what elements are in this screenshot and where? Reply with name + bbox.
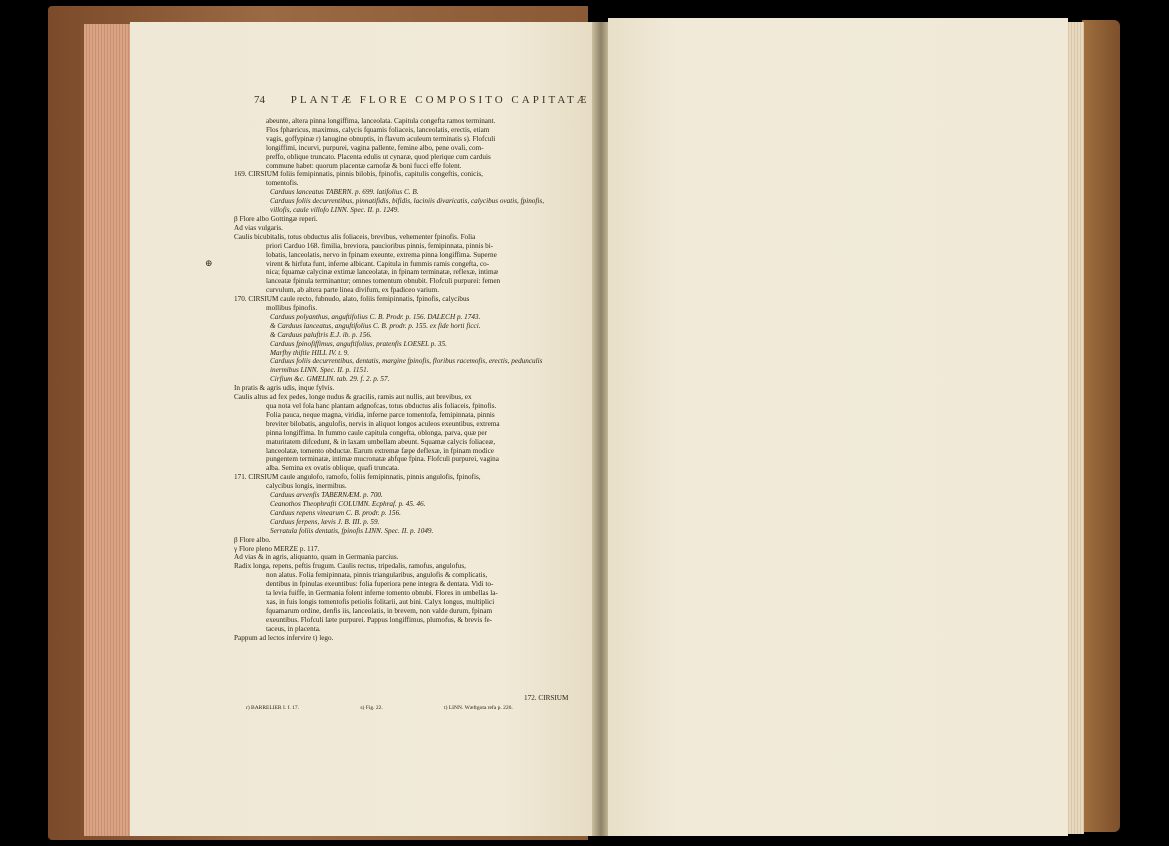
text-line: breviter bilobatis, angulofis, nervis in aliquot longos aculeos exeuntibus, extrema <box>266 419 500 428</box>
text-line: β Flore albo. <box>234 535 271 544</box>
text-line: commune habet: quorum placentæ carnofæ & boni fucci effe folent. <box>266 161 462 170</box>
text-line: maturitatem difcedunt, & in laxam umbellam abeunt. Squamæ calycis foliaceæ, <box>266 437 496 446</box>
book-cover-right <box>1082 20 1120 832</box>
text-line: In pratis & agris udis, inque fylvis. <box>234 384 335 393</box>
text-line: inermibus LINN. Spec. II. p. 1151. <box>270 366 369 375</box>
text-line: calycibus longis, inermibus. <box>266 482 347 491</box>
text-line: γ Flore pleno MERZE p. 117. <box>234 544 320 553</box>
text-line: 171. CIRSIUM caule angulofo, ramofo, foliis femipinnatis, pinnis angulofis, fpinofis, <box>234 473 481 482</box>
text-line: Ceanothos Theophrafti COLUMN. Ecphraf. p. 45. 46. <box>270 499 426 508</box>
footnotes <box>246 705 573 711</box>
text-line: vagis, goffypinæ r) lanugine obnuptis, in flavum aculeum terminatis s). Flofculi <box>266 134 496 143</box>
text-line: pungentem terminatæ, intimæ mucronatæ abfque fpina. Flofculi purpurei, vagina <box>266 455 499 464</box>
text-line: 170. CIRSIUM caule recto, fubnudo, alato, foliis femipinnatis, fpinofis, calycibus <box>234 295 470 304</box>
text-line: pinna longiffima. In fummo caule capitula congefta, oblonga, parva, quæ per <box>266 428 488 437</box>
text-line: mollibus fpinofis. <box>266 304 318 313</box>
text-line: Folia pauca, neque magna, viridia, inferne parce tomentofa, femipinnata, pinnis <box>266 410 495 419</box>
text-line: non alatus. Folia femipinnata, pinnis triangularibus, angulofis & complicatis, <box>266 571 488 580</box>
text-line: Radix longa, repens, peftis frugum. Caulis rectus, tripedalis, ramofus, angulofus, <box>234 562 466 571</box>
text-line: Caulis bicubitalis, totus obductus alis foliaceis, brevibus, vehementer fpinofis. Folia <box>234 232 476 241</box>
footnote: s) Fig. 22. <box>360 705 383 711</box>
text-line: Carduus lanceatus TABERN. p. 699. latifolius C. B. <box>270 188 419 197</box>
text-line: abeunte, altera pinna longiffima, lanceolata. Capitula congefta ramos terminant. <box>266 117 496 125</box>
text-line: fquamarum ordine, denfis iis, lanceolatis, in brevem, non valde durum, fpinam <box>266 606 493 615</box>
text-line: Carduus polyanthus, anguftifolius C. B. Prodr. p. 156. DALECH p. 1743. <box>270 312 481 321</box>
text-line: longiffimi, incurvi, purpurei, vagina pallente, femine albo, pene ovali, com- <box>266 143 484 152</box>
text-line: virent & hirfuta funt, inferne albicant. Capitula in fummis ramis congefta, co- <box>266 259 490 268</box>
text-line: & Carduus paluftris E.J. ib. p. 156. <box>270 330 372 339</box>
text-line: Caulis altus ad fex pedes, longe nudus & gracilis, ramis aut nullis, aut brevibus, ex <box>234 393 472 402</box>
text-line: Cirfium &c. GMELIN. tab. 29. f. 2. p. 57. <box>270 375 390 384</box>
text-line: taceus, in placenta. <box>266 624 321 633</box>
text-line: Ad vias & in agris, aliquanto, quam in Germania parcius. <box>234 553 399 562</box>
text-line: & Carduus lanceatus, anguftifolius C. B. prodr. p. 155. ex fide horti ficci. <box>270 321 481 330</box>
text-line: Carduus foliis decurrentibus, pinnatifidis, bifidis, laciniis divaricatis, calycibus ovatis, fpinofis, <box>270 197 544 206</box>
text-line: xas, in fuis longis tomentofis petiolis folitarii, aut bini. Calyx longus, multiplici <box>266 597 495 606</box>
text-line: Carduus foliis decurrentibus, dentatis, margine fpinofis, floribus racemofis, erectis, pedunculis <box>270 357 543 366</box>
text-line: dentibus in fpinulas exeuntibus: folia fuperiora pene integra & dentata. Vidi to- <box>266 580 494 589</box>
page-edges-left <box>84 24 130 836</box>
text-line: lobatis, lanceolatis, nervo in fpinam exeunte, extrema pinna longiffima. Superne <box>266 250 497 259</box>
text-line: Carduus fpinofiffimus, anguftifolius, pratenfis LOESEL p. 35. <box>270 339 447 348</box>
page-header <box>254 94 590 106</box>
text-line: β Flore albo Gottingæ reperi. <box>234 214 318 223</box>
text-line: preffo, oblique truncato. Placenta edulis ut cynaræ, quod plerique cum carduis <box>266 152 491 161</box>
marginal-mark: ⊕ <box>205 258 213 268</box>
text-line: tomentofis. <box>266 179 299 188</box>
right-page-blank <box>608 18 1068 836</box>
footnote: t) LINN. Wæftgota refa p. 226. <box>444 705 513 711</box>
text-line: Carduus arvenfis TABERNÆM. p. 700. <box>270 491 383 500</box>
text-line: curvulum, ab altera parte linea divifum, ex fpadiceo varium. <box>266 286 440 295</box>
text-line: villofis, caule villofo LINN. Spec. II. p. 1249. <box>270 206 400 215</box>
text-line: nica; fquamæ calycinæ extimæ lanceolatæ, in fpinam terminatæ, reflexæ, intimæ <box>266 268 499 277</box>
text-line: Pappum ad lectos infervire t) lego. <box>234 633 334 642</box>
text-line: priori Carduo 168. fimilia, breviora, paucioribus pinnis, femipinnata, pinnis bi- <box>266 241 494 250</box>
text-line: alba. Semina ex ovatis oblique, quafi truncata. <box>266 464 400 473</box>
text-line: Marfhy thiftle HILL IV. t. 9. <box>270 348 350 357</box>
text-line: Carduus ferpens, lævis J. B. III. p. 59. <box>270 517 380 526</box>
text-line: Serratula foliis dentatis, fpinofis LINN. Spec. II. p. 1049. <box>270 526 434 535</box>
text-line: 169. CIRSIUM foliis femipinnatis, pinnis bilobis, fpinofis, capitulis congeftis, conicis, <box>234 170 483 179</box>
text-line: Flos fphæricus, maximus, calycis fquamis foliaceis, lanceolatis, erectis, etiam <box>266 125 490 134</box>
text-line: lanceatæ fpinula terminantur; omnes tomentum obnubit. Flofculi purpurei: femen <box>266 277 501 286</box>
text-line: Ad vias vulgaris. <box>234 223 283 232</box>
text-line: lanceolatæ, tomento obductæ. Earum extremæ fæpe deflexæ, in fpinam modice <box>266 446 494 455</box>
text-line: Carduus repens vinearum C. B. prodr. p. 156. <box>270 508 401 517</box>
page-body <box>234 117 564 642</box>
page-edges-right <box>1066 22 1084 834</box>
page-number: 74 <box>254 94 265 106</box>
text-line: exeuntibus. Flofculi læte purpurei. Pappus longiffimus, plumofus, & brevis fe- <box>266 615 493 624</box>
running-title: PLANTÆ FLORE COMPOSITO CAPITATÆ <box>290 94 590 106</box>
text-line: ta levia fuiffe, in Germania folent inferne tomento obnubi. Flores in umbellas la- <box>266 589 498 598</box>
footnote: r) BARRELIER I. f. 17. <box>246 705 300 711</box>
text-line: qua nota vel fola hanc plantam adgnofcas, totus obductus alis foliaceis, fpinofis. <box>266 402 497 410</box>
catchword: 172. CIRSIUM <box>524 694 569 702</box>
